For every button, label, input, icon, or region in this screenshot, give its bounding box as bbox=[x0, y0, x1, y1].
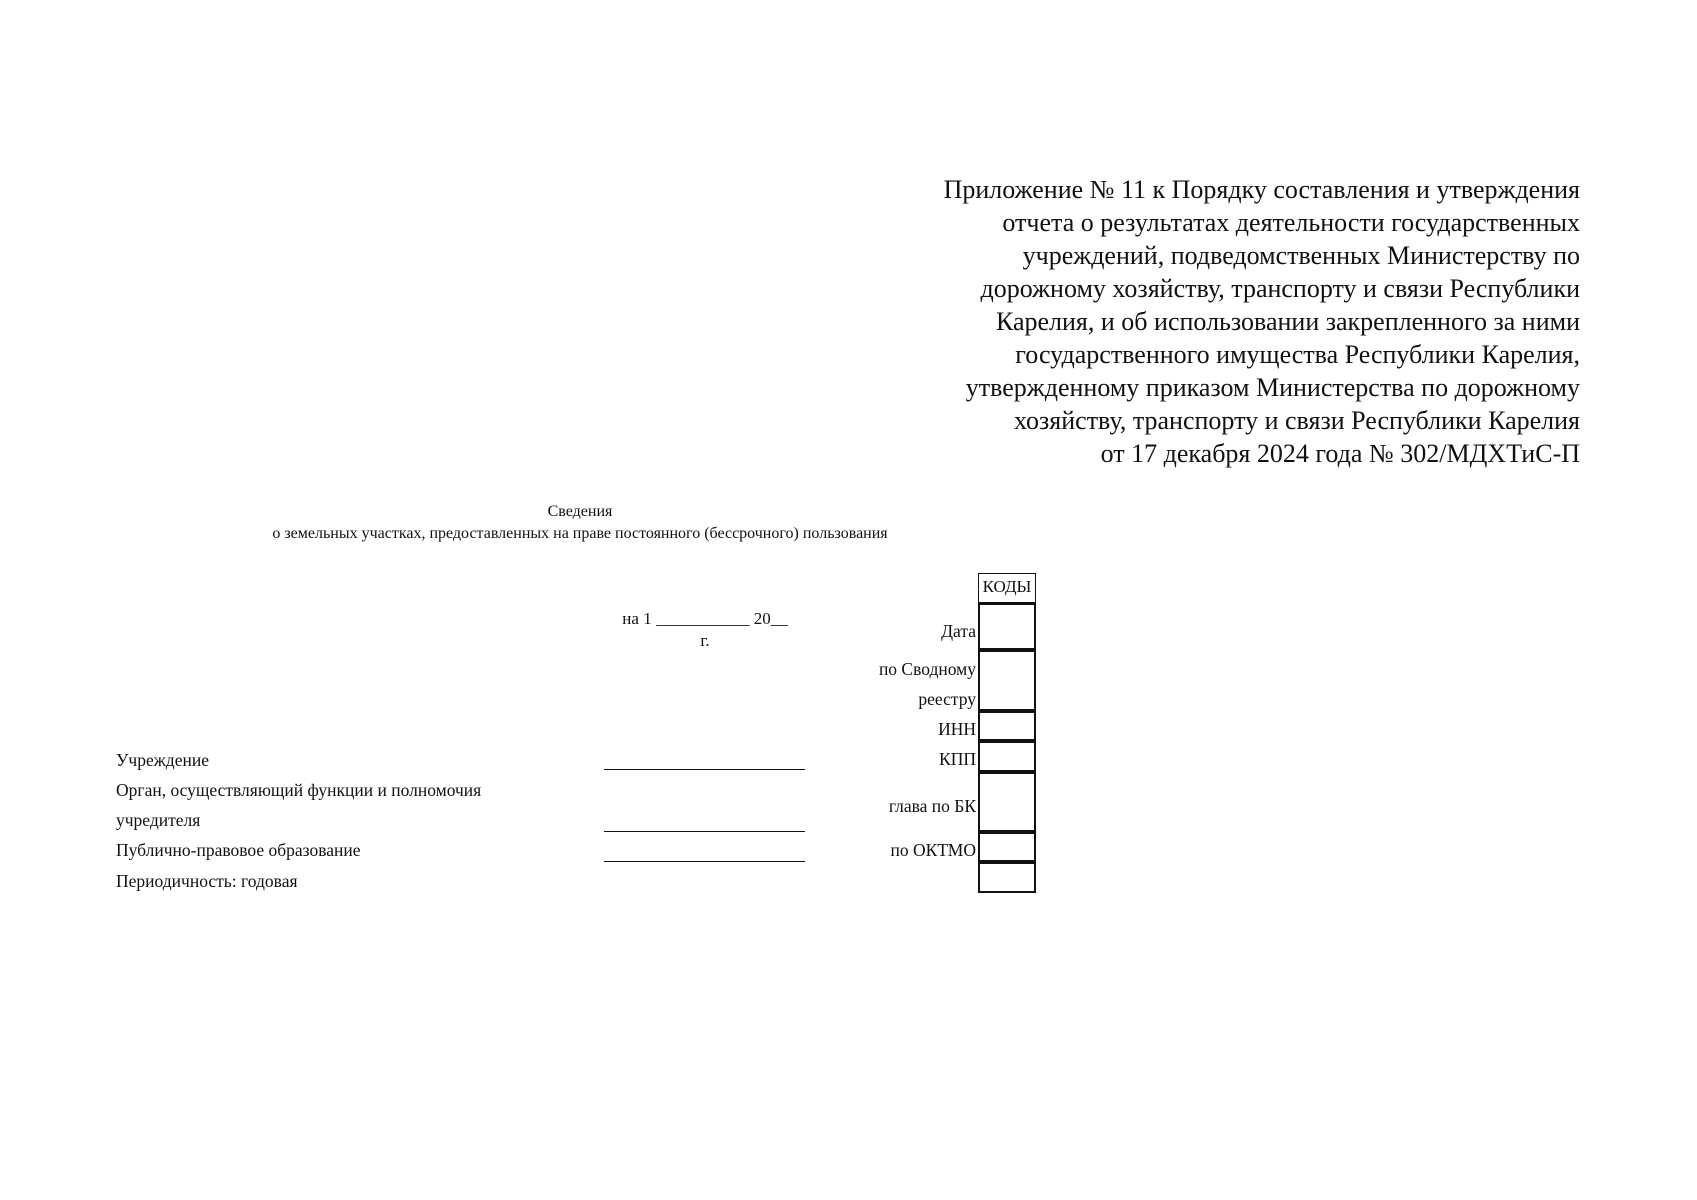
title-line-2: о земельных участках, предоставленных на праве постоянного (бессрочного) пользования bbox=[272, 525, 888, 542]
founder-underline[interactable] bbox=[604, 831, 805, 832]
codes-registry-label-2: реестру bbox=[918, 689, 976, 709]
header-line: учреждений, подведомственных Министерству по bbox=[1022, 241, 1580, 270]
codes-header: КОДЫ bbox=[978, 573, 1036, 603]
report-date-line-2: г. bbox=[700, 631, 710, 650]
codes-chapter-cell[interactable] bbox=[978, 772, 1036, 832]
form-title bbox=[190, 501, 970, 545]
title-line-1: Сведения bbox=[547, 503, 613, 520]
header-line: дорожному хозяйству, транспорту и связи Республики bbox=[980, 274, 1580, 303]
codes-date-label: Дата bbox=[941, 621, 976, 641]
codes-registry-label-1: по Сводному bbox=[878, 659, 976, 679]
header-line: утвержденному приказом Министерства по дорожному bbox=[965, 373, 1580, 402]
header-line: Приложение № 11 к Порядку составления и утверждения bbox=[943, 175, 1580, 204]
public-entity-label: Публично-правовое образование bbox=[116, 840, 361, 860]
codes-oktmo-cell[interactable] bbox=[978, 832, 1036, 862]
codes-date-cell[interactable] bbox=[978, 603, 1036, 650]
institution-label: Учреждение bbox=[116, 750, 209, 770]
header-line: государственного имущества Республики Карелия, bbox=[1015, 340, 1580, 369]
founder-label-line-1: Орган, осуществляющий функции и полномочия bbox=[116, 780, 482, 800]
codes-registry-cell[interactable] bbox=[978, 650, 1036, 711]
codes-kpp-cell[interactable] bbox=[978, 741, 1036, 772]
appendix-header bbox=[860, 173, 1580, 470]
report-date bbox=[600, 608, 810, 652]
periodicity-label: Периодичность: годовая bbox=[116, 871, 298, 891]
codes-kpp-label: КПП bbox=[939, 749, 976, 769]
institution-underline[interactable] bbox=[604, 769, 805, 770]
codes-periodicity-cell[interactable] bbox=[978, 862, 1036, 893]
header-line: Карелия, и об использовании закрепленного за ними bbox=[995, 307, 1580, 336]
header-line: отчета о результатах деятельности государственных bbox=[1002, 208, 1580, 237]
public-entity-underline[interactable] bbox=[604, 861, 805, 862]
codes-chapter-label: глава по БК bbox=[888, 796, 976, 816]
header-line: хозяйству, транспорту и связи Республики Карелия bbox=[1014, 406, 1580, 435]
founder-label-line-2: учредителя bbox=[116, 810, 201, 830]
codes-inn-label: ИНН bbox=[938, 719, 976, 739]
header-line: от 17 декабря 2024 года № 302/МДХТиС-П bbox=[1100, 439, 1580, 468]
codes-inn-cell[interactable] bbox=[978, 711, 1036, 741]
codes-oktmo-label: по ОКТМО bbox=[890, 840, 976, 860]
report-date-line-1: на 1 ___________ 20__ bbox=[622, 609, 788, 628]
